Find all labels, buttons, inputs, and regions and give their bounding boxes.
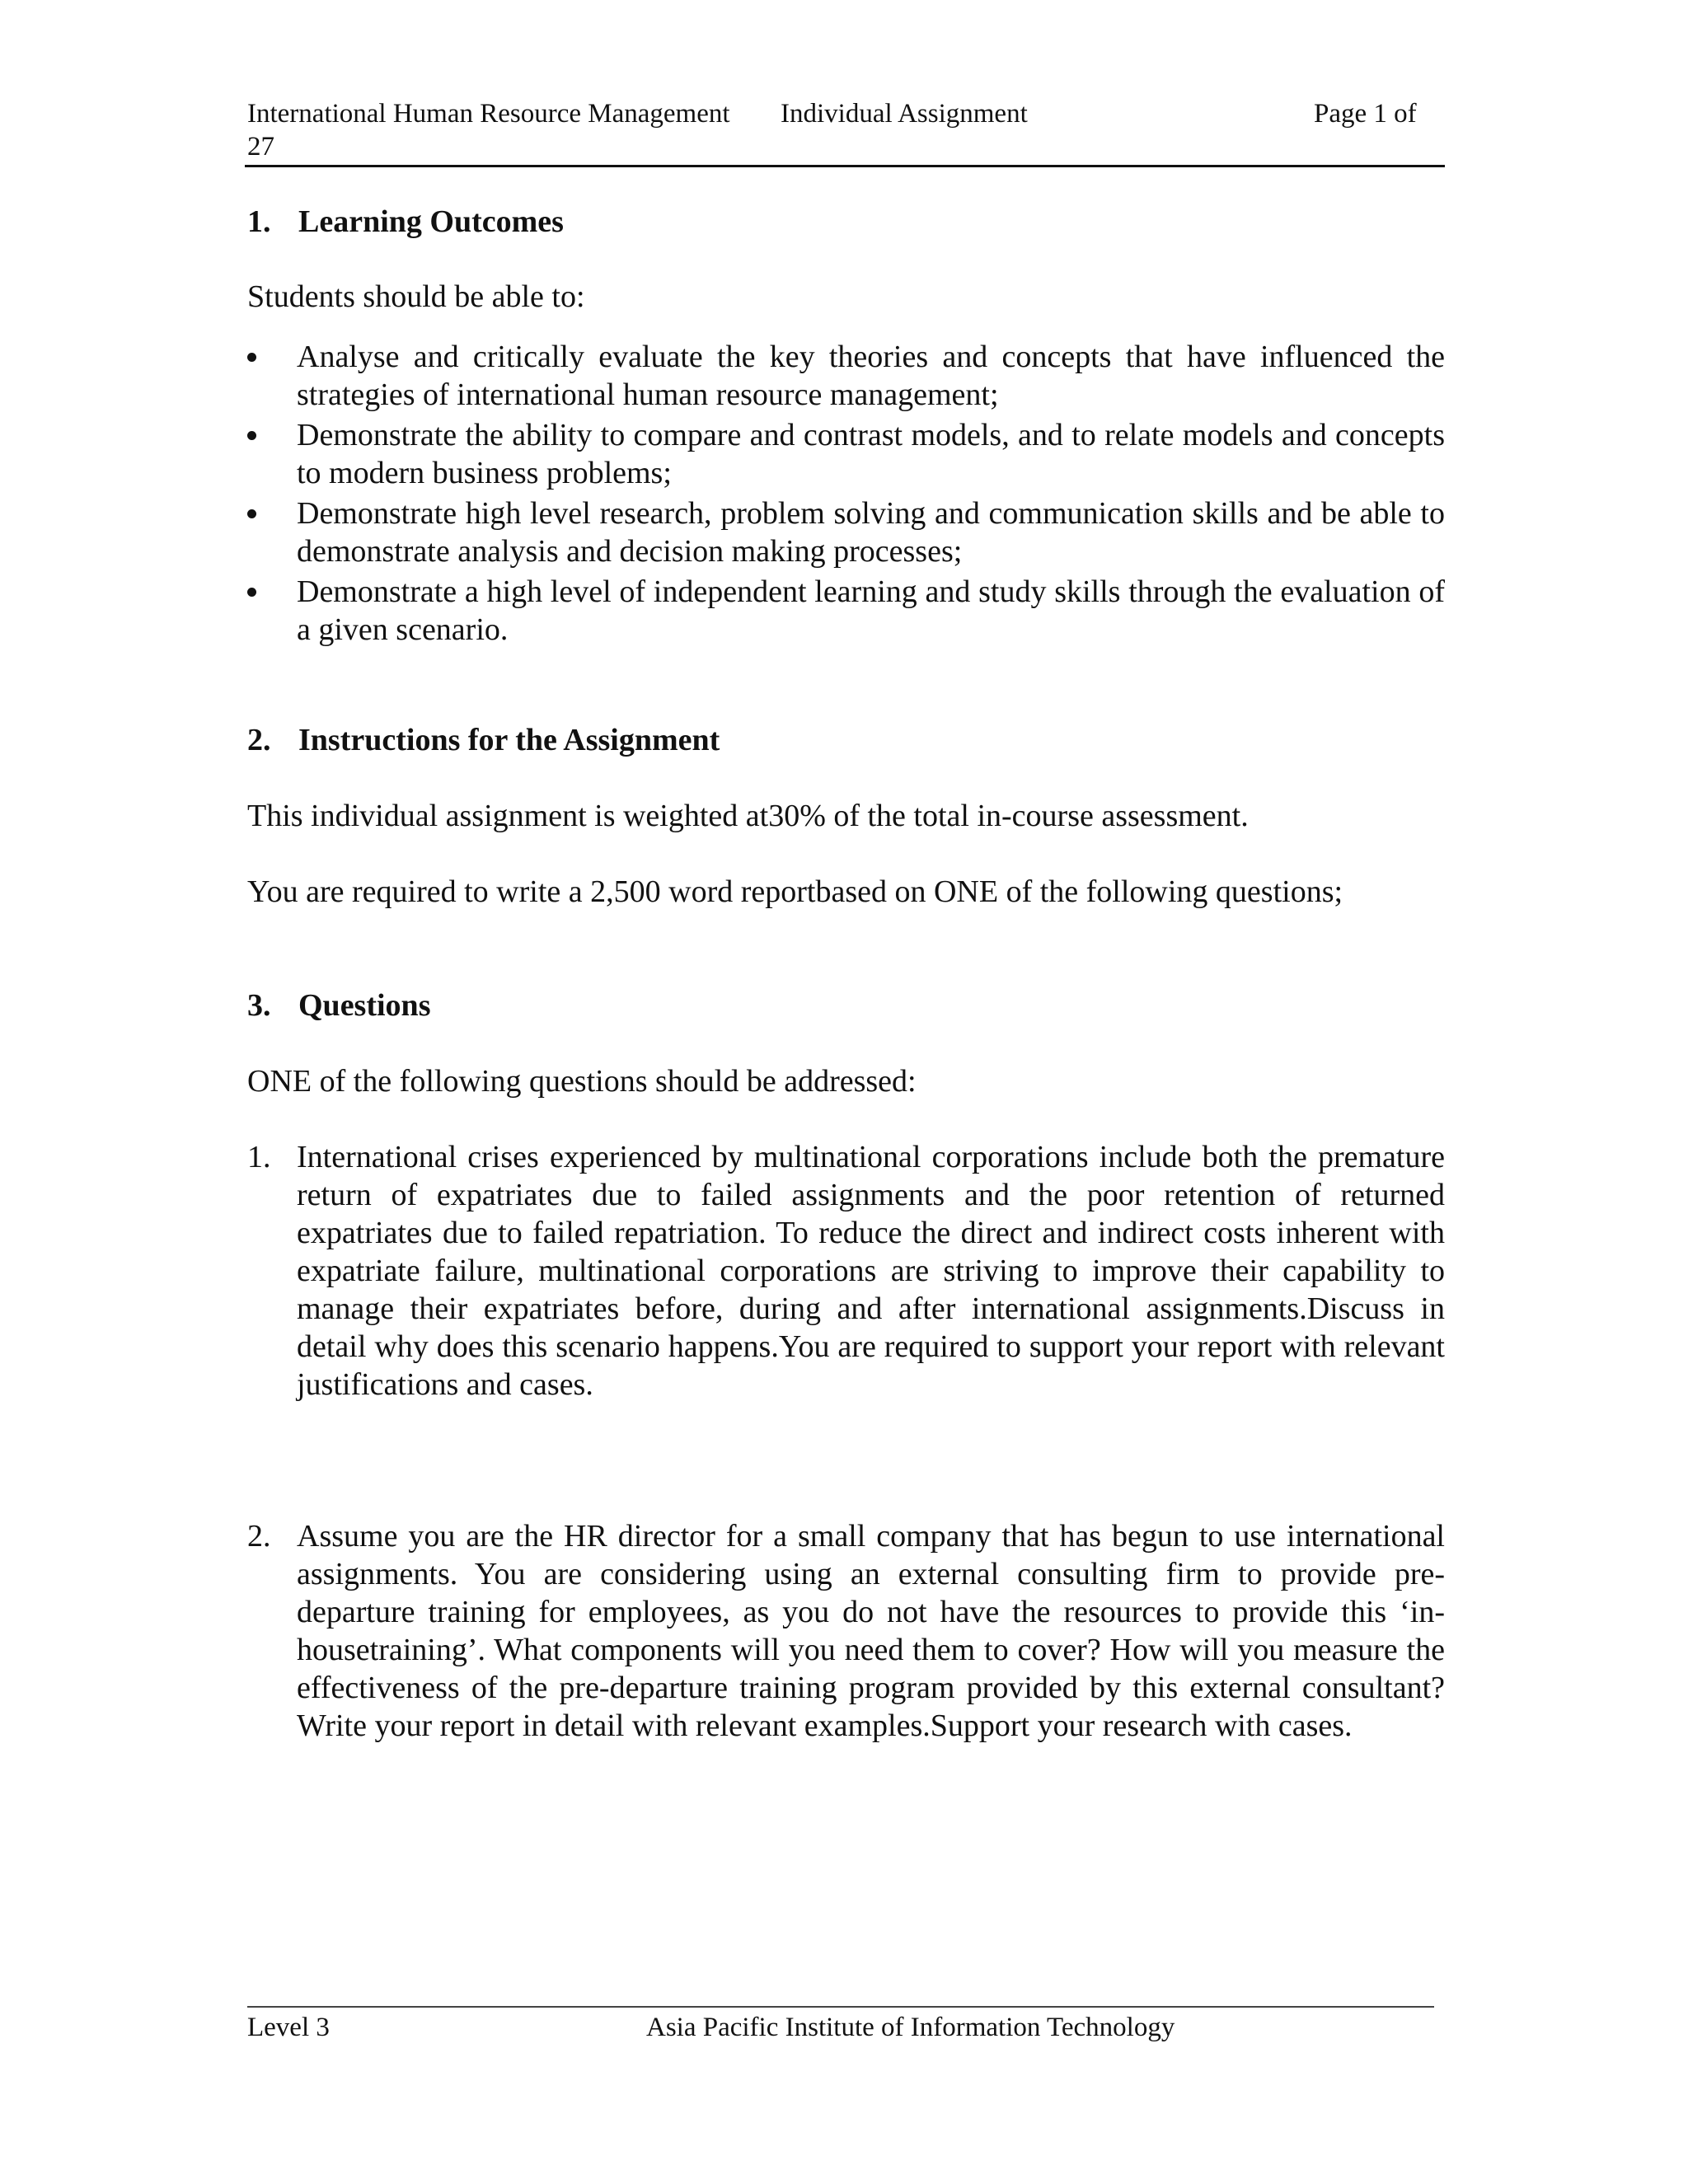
bullet-icon	[247, 588, 256, 597]
section-title: Instructions for the Assignment	[298, 723, 720, 757]
header-assignment-type: Individual Assignment	[781, 99, 1028, 129]
header-divider	[245, 165, 1445, 167]
bullet-icon	[247, 509, 256, 518]
instructions-word-count: You are required to write a 2,500 word reportbased on ONE of the following questions;	[247, 874, 1343, 909]
learning-outcomes-list	[247, 338, 1445, 651]
section-heading-instructions	[247, 721, 720, 759]
questions-intro: ONE of the following questions should be addressed:	[247, 1064, 917, 1099]
list-item-text: Demonstrate a high level of independent learning and study skills through the evaluation of a given scenario.	[297, 574, 1445, 647]
section-number: 2.	[247, 723, 271, 757]
section-number: 1.	[247, 204, 271, 239]
bullet-icon	[247, 353, 256, 362]
list-item-text: Analyse and critically evaluate the key theories and concepts that have influenced the strategies of international human resource management;	[297, 340, 1445, 412]
footer-level: Level 3	[247, 2013, 330, 2042]
footer-divider	[247, 2006, 1434, 2008]
header-page-total: 27	[247, 132, 274, 162]
list-item	[247, 416, 1445, 492]
footer-institution: Asia Pacific Institute of Information Technology	[646, 2013, 1175, 2042]
instructions-weighting: This individual assignment is weighted at30% of the total in-course assessment.	[247, 799, 1249, 833]
list-item	[247, 573, 1445, 649]
question-item-1	[247, 1138, 1445, 1404]
question-item-2	[247, 1517, 1445, 1745]
question-number: 2.	[247, 1519, 271, 1554]
question-text: International crises experienced by multinational corporations include both the premature return of expatriates due to failed assignments and the poor retention of returned expatriates due to failed repatriation. To reduce the direct and indirect costs inherent with expatriate failure, multinational corporations are striving to improve their capability to manage their expatriates before, during and after international assignments.Discuss in detail why does this scenario happens.You are required to support your report with relevant justifications and cases.	[297, 1140, 1445, 1402]
section-title: Questions	[298, 988, 431, 1023]
list-item	[247, 494, 1445, 570]
question-text: Assume you are the HR director for a small company that has begun to use international assignments. You are considering using an external consulting firm to provide pre-departure training for employees, as you do not have the resources to provide this ‘in-housetraining’. What components will you need them to cover? How will you measure the effectiveness of the pre-departure training program provided by this external consultant? Write your report in detail with relevant examples.Support your research with cases.	[297, 1519, 1445, 1743]
list-item-text: Demonstrate the ability to compare and contrast models, and to relate models and concepts to modern business problems;	[297, 418, 1445, 490]
learning-outcomes-intro: Students should be able to:	[247, 279, 585, 314]
section-heading-questions	[247, 987, 430, 1024]
bullet-icon	[247, 431, 256, 440]
list-item-text: Demonstrate high level research, problem solving and communication skills and be able to demonstrate analysis and decision making processes;	[297, 496, 1445, 569]
section-heading-learning-outcomes	[247, 203, 564, 241]
header-course-title: International Human Resource Management	[247, 99, 730, 129]
question-number: 1.	[247, 1140, 271, 1174]
list-item	[247, 338, 1445, 414]
section-number: 3.	[247, 988, 271, 1023]
section-title: Learning Outcomes	[298, 204, 564, 239]
header-page-label: Page 1 of	[1314, 99, 1417, 129]
